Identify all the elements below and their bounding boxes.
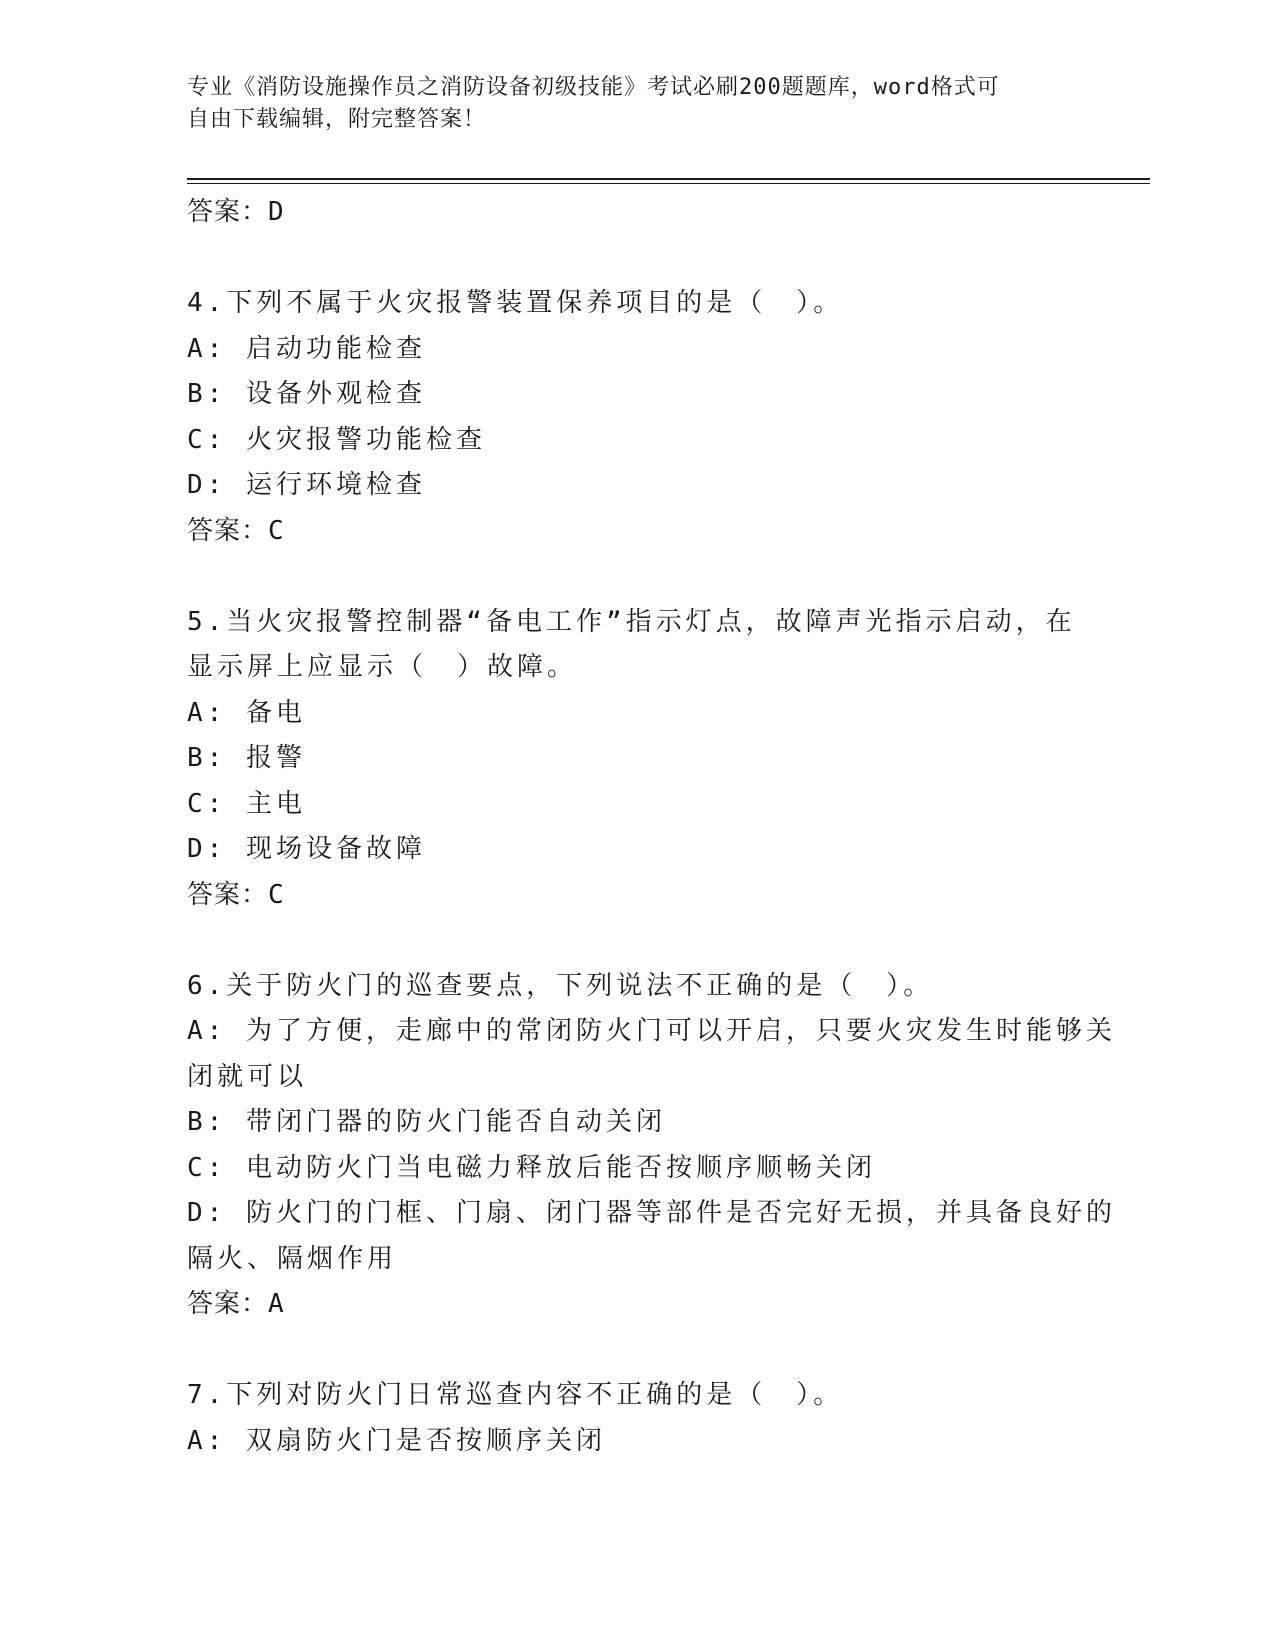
answer-label: 答案：: [187, 197, 269, 227]
option-a: A: 备电: [187, 697, 306, 728]
option-a: A: 启动功能检查: [187, 333, 426, 364]
question-stem: 6.关于防火门的巡查要点，下列说法不正确的是（ ）。: [187, 970, 934, 1001]
option-b: B: 报警: [187, 743, 306, 773]
answer-line: [187, 190, 1087, 235]
option-b: B: 带闭门器的防火门能否自动关闭: [187, 1107, 666, 1137]
option-d: D: 防火门的门框、门扇、闭门器等部件是否完好无损，并具备良好的: [187, 1198, 1116, 1228]
question-7: [187, 1373, 1087, 1464]
answer-value: D: [268, 197, 285, 227]
answer-line: [187, 509, 1087, 554]
option-d: D: 运行环境检查: [187, 470, 426, 500]
option-c: C: 主电: [187, 788, 306, 819]
question-stem: 7.下列对防火门日常巡查内容不正确的是（ ）。: [187, 1380, 844, 1410]
header-line-2: 自由下载编辑，附完整答案！: [187, 107, 487, 132]
answer-value: C: [268, 879, 285, 910]
option-d: D: 现场设备故障: [187, 834, 426, 864]
option-b: B: 设备外观检查: [187, 379, 426, 409]
document-content: [187, 190, 1116, 1464]
question-6: [187, 964, 1116, 1328]
answer-line: [187, 1282, 1087, 1327]
option-a-continued: 闭就可以: [187, 1061, 308, 1092]
option-a: A: 为了方便，走廊中的常闭防火门可以开启，只要火灾发生时能够关: [187, 1016, 1116, 1046]
header-rule-thick: [187, 178, 1150, 180]
header-rule-thin: [187, 183, 1150, 184]
question-stem: 5.当火灾报警控制器“备电工作”指示灯点，故障声光指示启动，在: [187, 606, 1076, 637]
option-a: A: 双扇防火门是否按顺序关闭: [187, 1425, 606, 1456]
option-c: C: 电动防火门当电磁力释放后能否按顺序顺畅关闭: [187, 1152, 876, 1183]
question-stem-continued: 显示屏上应显示（ ）故障。: [187, 652, 578, 682]
answer-value: C: [268, 515, 285, 546]
answer-value: A: [268, 1289, 285, 1319]
document-header: [187, 72, 1067, 136]
option-c: C: 火灾报警功能检查: [187, 424, 486, 455]
answer-label: 答案：: [187, 1289, 269, 1319]
answer-line: [187, 873, 1087, 918]
question-stem: 4.下列不属于火灾报警装置保养项目的是（ ）。: [187, 288, 844, 318]
header-line-1: 专业《消防设施操作员之消防设备初级技能》考试必刷200题题库，word格式可: [187, 75, 1000, 100]
question-4: [187, 281, 1087, 554]
question-5: [187, 600, 1087, 918]
answer-label: 答案：: [187, 515, 269, 546]
answer-label: 答案：: [187, 879, 269, 910]
option-d-continued: 隔火、隔烟作用: [187, 1243, 398, 1274]
